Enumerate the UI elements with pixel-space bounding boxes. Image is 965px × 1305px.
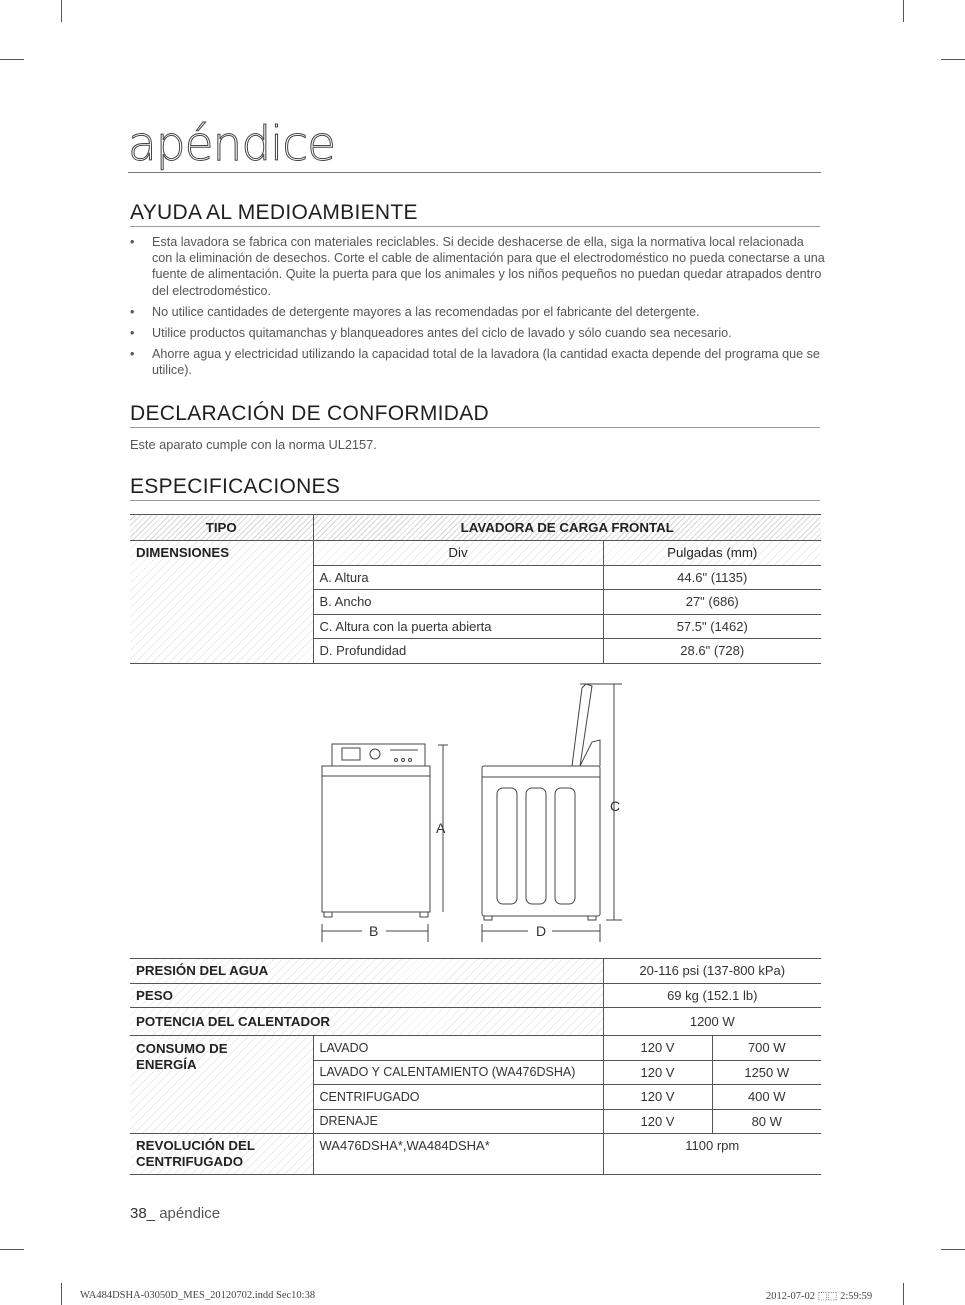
list-item (130, 304, 825, 320)
table-row (130, 515, 821, 541)
page-footer (130, 1205, 220, 1222)
table-row (130, 983, 821, 1008)
washer-dimension-diagram (310, 680, 630, 942)
dimension-name: A. Altura (313, 565, 603, 590)
energy-power: 400 W (712, 1085, 821, 1110)
file-slug: WA484DSHA-03050D_MES_20120702.indd Sec10:38 (80, 1290, 316, 1301)
bullet-text: Esta lavadora se fabrica con materiales reciclables. Si decide deshacerse de ella, siga la normativa local relacionada con la eliminación de desechos. Corte el cable de alimentación para que el electrodoméstico no pueda conectarse a una fuente de alimentación. Quite la puerta para que los animales y los niños pequeños no puedan quedar atrapados dentro del electrodoméstico. (152, 235, 825, 298)
conformity-text: Este aparato cumple con la norma UL2157. (130, 437, 377, 452)
table-row (130, 1036, 821, 1061)
page-number: 38_ (130, 1205, 156, 1222)
weight-label: PESO (136, 987, 173, 1003)
washer-side-view (482, 684, 600, 920)
footer-label: apéndice (159, 1205, 221, 1222)
units-header-cell (603, 541, 821, 566)
type-label-cell (130, 515, 313, 541)
energy-mode: LAVADO Y CALENTAMIENTO (WA476DSHA) (313, 1060, 603, 1085)
chapter-title (128, 118, 821, 173)
div-header: Div (448, 545, 468, 561)
energy-label-line2: ENERGÍA (136, 1057, 197, 1072)
label-c: C (610, 798, 621, 814)
water-pressure-label-cell (130, 959, 603, 984)
table-row (130, 1008, 821, 1036)
energy-power: 1250 W (712, 1060, 821, 1085)
crop-mark (61, 0, 62, 22)
energy-power: 700 W (712, 1036, 821, 1061)
label-a: A (436, 820, 446, 836)
bullet-icon: • (130, 304, 135, 319)
date-slug: 2012-07-02 ⬚⬚ 2:59:59 (766, 1291, 873, 1302)
spin-label-line2: CENTRIFUGADO (136, 1154, 244, 1169)
heater-label-cell (130, 1008, 603, 1036)
bullet-icon: • (130, 326, 135, 341)
electrical-table (130, 958, 821, 1175)
washer-front-view (322, 744, 430, 917)
bullet-icon: • (130, 347, 135, 362)
dimension-name: C. Altura con la puerta abierta (313, 614, 603, 639)
label-b: B (369, 923, 379, 939)
bullet-text: Utilice productos quitamanchas y blanqueadores antes del ciclo de lavado y sólo cuando sea necesario. (152, 326, 732, 341)
dimensions-label: DIMENSIONES (136, 545, 230, 560)
spin-models: WA476DSHA*,WA484DSHA* (313, 1134, 603, 1175)
heater-label: POTENCIA DEL CALENTADOR (136, 1014, 331, 1029)
crop-mark (903, 1283, 904, 1305)
bullet-text: Ahorre agua y electricidad utilizando la capacidad total de la lavadora (la cantidad exacta depende del programa que se utilice). (152, 347, 820, 378)
crop-mark (0, 1249, 24, 1250)
table-row (130, 541, 821, 566)
bullet-icon: • (130, 235, 135, 249)
list-item (130, 325, 825, 341)
table-row (130, 959, 821, 984)
energy-label-line1: CONSUMO DE (136, 1041, 228, 1056)
heater-value: 1200 W (603, 1008, 821, 1036)
spin-value: 1100 rpm (603, 1134, 821, 1175)
env-heading: AYUDA AL MEDIOAMBIENTE (130, 201, 820, 227)
energy-voltage: 120 V (603, 1060, 712, 1085)
label-d: D (536, 923, 547, 939)
dimension-value: 27" (686) (603, 590, 821, 615)
type-label: TIPO (205, 520, 237, 535)
energy-voltage: 120 V (603, 1109, 712, 1134)
conformity-heading: DECLARACIÓN DE CONFORMIDAD (130, 402, 820, 428)
units-header: Pulgadas (mm) (667, 545, 758, 561)
dimension-name: D. Profundidad (313, 639, 603, 664)
energy-mode: LAVADO (313, 1036, 603, 1061)
energy-voltage: 120 V (603, 1036, 712, 1061)
dimension-value: 28.6" (728) (603, 639, 821, 664)
crop-mark (941, 59, 965, 60)
dimensions-label-cell (130, 541, 313, 664)
dimension-value: 44.6" (1135) (603, 565, 821, 590)
energy-mode: CENTRIFUGADO (313, 1085, 603, 1110)
water-pressure-value: 20-116 psi (137-800 kPa) (603, 959, 821, 984)
type-value-cell (313, 515, 821, 541)
specs-heading: ESPECIFICACIONES (130, 475, 820, 501)
chapter-title-text: apéndice (128, 117, 335, 172)
type-value: LAVADORA DE CARGA FRONTAL (460, 520, 674, 535)
weight-label-cell (130, 983, 603, 1008)
crop-mark (903, 0, 904, 22)
energy-mode: DRENAJE (313, 1109, 603, 1134)
spin-label-line1: REVOLUCIÓN DEL (136, 1138, 255, 1153)
spin-label-cell (130, 1134, 313, 1175)
dimension-value: 57.5" (1462) (603, 614, 821, 639)
crop-mark (941, 1249, 965, 1250)
dimension-name: B. Ancho (313, 590, 603, 615)
energy-voltage: 120 V (603, 1085, 712, 1110)
dimensions-table (130, 514, 821, 664)
list-item (130, 234, 825, 299)
energy-power: 80 W (712, 1109, 821, 1134)
energy-label-cell (130, 1036, 313, 1134)
crop-mark (0, 59, 24, 60)
env-bullet-list (130, 234, 825, 384)
weight-value: 69 kg (152.1 lb) (603, 983, 821, 1008)
list-item (130, 346, 825, 378)
div-header-cell (313, 541, 603, 566)
water-pressure-label: PRESIÓN DEL AGUA (136, 963, 269, 979)
table-row (130, 1134, 821, 1175)
crop-mark (61, 1283, 62, 1305)
bullet-text: No utilice cantidades de detergente mayores a las recomendadas por el fabricante del detergente. (152, 304, 700, 319)
